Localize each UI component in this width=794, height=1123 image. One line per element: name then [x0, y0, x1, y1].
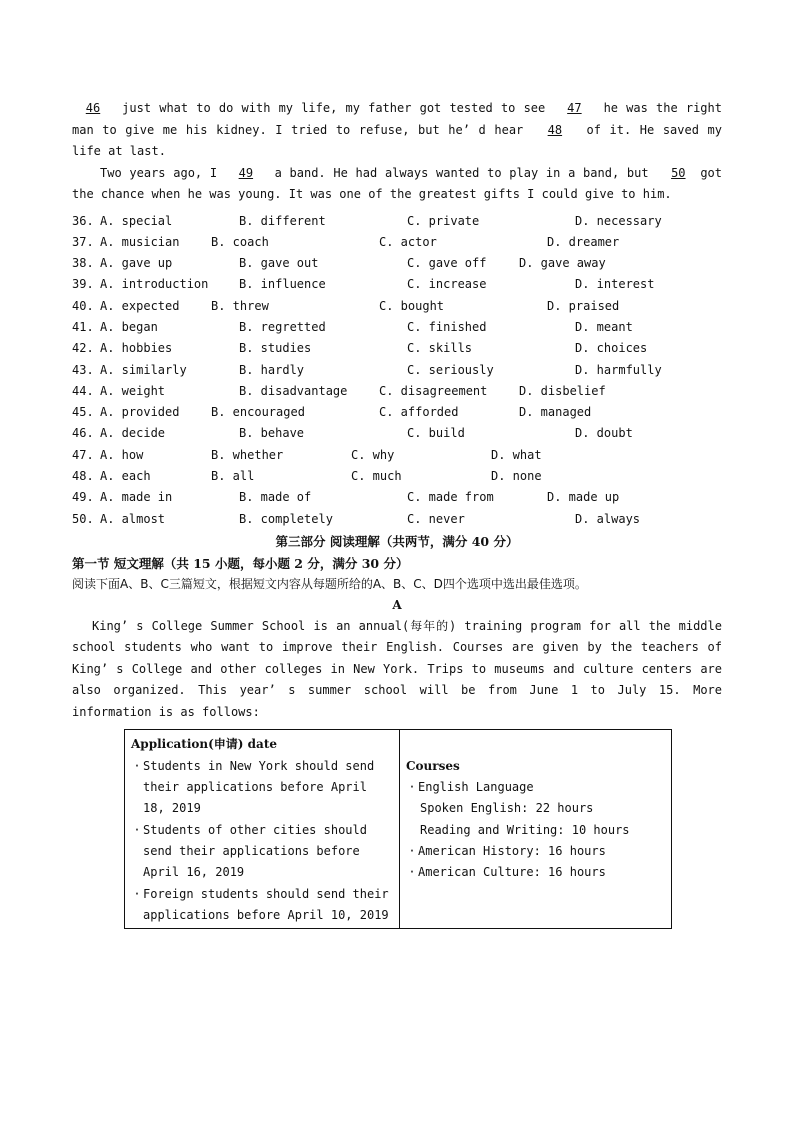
option-b[interactable]: B. encouraged [211, 405, 305, 420]
question-number: 47. [72, 447, 94, 462]
course-history: American History: 16 hours [418, 843, 606, 858]
bullet-icon: · [408, 843, 416, 858]
option-a[interactable]: A. special [100, 213, 173, 228]
course-reading: Reading and Writing: 10 hours [420, 822, 630, 837]
passage-a-intro: King’ s College Summer School is an annual(每年的) training program for all the middle school students who want to improve their English. Courses are given by the teachers of King’ s College and other colleges in New York. Trips to museums and culture centers are also organized. This year’ s summer school will be from June 1 to July 15. More information is as follows: [72, 618, 722, 719]
courses-header: Courses [406, 758, 460, 773]
option-b[interactable]: B. coach [211, 234, 269, 249]
blank-49: 49 [238, 165, 254, 180]
question-number: 41. [72, 319, 94, 334]
application-item-text: Foreign students should send their applications before April 10, 2019 [143, 886, 389, 922]
option-b[interactable]: B. made of [239, 490, 312, 505]
option-c[interactable]: C. finished [407, 319, 487, 334]
info-table [124, 729, 672, 929]
application-item-text: Students of other cities should send their applications before April 16, 2019 [143, 822, 367, 880]
option-d[interactable]: D. harmfully [575, 362, 662, 377]
option-b[interactable]: B. hardly [239, 362, 305, 377]
question-row [72, 381, 722, 402]
option-a[interactable]: A. musician [100, 234, 180, 249]
question-row [72, 338, 722, 359]
question-row [72, 423, 722, 444]
application-item-text: Students in New York should send their applications before April 18, 2019 [143, 758, 375, 816]
passage-paragraph-1 [72, 98, 722, 163]
option-b[interactable]: B. whether [211, 447, 284, 462]
option-b[interactable]: B. different [239, 213, 326, 228]
bullet-icon: · [133, 886, 141, 901]
question-row [72, 274, 722, 295]
option-b[interactable]: B. gave out [239, 256, 319, 271]
course-spoken: Spoken English: 22 hours [420, 801, 594, 816]
question-list [72, 211, 722, 530]
course-item [406, 841, 665, 862]
option-a[interactable]: A. weight [100, 383, 166, 398]
question-number: 36. [72, 213, 94, 228]
option-c[interactable]: C. why [351, 447, 395, 462]
course-culture: American Culture: 16 hours [418, 865, 606, 880]
question-row [72, 402, 722, 423]
option-c[interactable]: C. build [407, 426, 465, 441]
passage-text: a band. He had always wanted to play in a band, but [266, 165, 657, 180]
option-a[interactable]: A. decide [100, 426, 166, 441]
option-a[interactable]: A. began [100, 319, 158, 334]
question-row [72, 232, 722, 253]
question-number: 42. [72, 341, 94, 356]
course-english: English Language [418, 780, 534, 795]
option-a[interactable]: A. hobbies [100, 341, 173, 356]
question-row [72, 487, 722, 508]
passage-paragraph-2 [72, 163, 722, 206]
option-d[interactable]: D. praised [547, 298, 620, 313]
option-a[interactable]: A. provided [100, 405, 180, 420]
application-item [131, 884, 393, 927]
option-a[interactable]: A. gave up [100, 256, 173, 271]
option-b[interactable]: B. regretted [239, 319, 326, 334]
option-b[interactable]: B. influence [239, 277, 326, 292]
application-date-cell [125, 730, 400, 929]
option-a[interactable]: A. expected [100, 298, 180, 313]
passage-text: Two years ago, I [100, 165, 225, 180]
option-a[interactable]: A. made in [100, 490, 173, 505]
option-d[interactable]: D. disbelief [519, 383, 606, 398]
question-number: 46. [72, 426, 94, 441]
option-a[interactable]: A. introduction [100, 277, 209, 292]
question-row [72, 317, 722, 338]
option-d[interactable]: D. meant [575, 319, 633, 334]
bullet-icon: · [408, 780, 416, 795]
question-row [72, 360, 722, 381]
option-c[interactable]: C. much [351, 469, 402, 484]
blank-50: 50 [671, 165, 686, 180]
question-number: 50. [72, 511, 94, 526]
option-c[interactable]: C. gave off [407, 256, 487, 271]
option-c[interactable]: C. made from [407, 490, 494, 505]
option-d[interactable]: D. doubt [575, 426, 633, 441]
option-a[interactable]: A. how [100, 447, 144, 462]
question-number: 43. [72, 362, 94, 377]
option-c[interactable]: C. skills [407, 341, 473, 356]
question-row [72, 445, 722, 466]
option-b[interactable]: B. disadvantage [239, 383, 348, 398]
option-d[interactable]: D. necessary [575, 213, 662, 228]
option-c[interactable]: C. seriously [407, 362, 494, 377]
passage-text: he was the right man to give me his kidney. I tried to refuse, but he’ d hear [72, 101, 722, 137]
question-number: 45. [72, 405, 94, 420]
blank-46: 46 [85, 101, 101, 115]
option-c[interactable]: C. never [407, 511, 465, 526]
option-d[interactable]: D. what [491, 447, 542, 462]
passage-text: got the chance when he was young. It was one of the greatest gifts I could give to him. [72, 165, 722, 201]
question-number: 40. [72, 298, 94, 313]
passage-text: of it. He saved my life at last. [72, 122, 722, 158]
section1-title: 第一节 短文理解（共 15 小题，每小题 2 分，满分 30 分） [72, 555, 409, 571]
question-number: 38. [72, 256, 94, 271]
option-c[interactable]: C. bought [379, 298, 445, 313]
question-row [72, 253, 722, 274]
option-d[interactable]: D. always [575, 511, 641, 526]
option-c[interactable]: C. increase [407, 277, 487, 292]
bullet-icon: · [408, 865, 416, 880]
blank-47: 47 [567, 101, 582, 115]
application-item [131, 756, 393, 820]
option-d[interactable]: D. made up [547, 490, 620, 505]
question-number: 39. [72, 277, 94, 292]
option-d[interactable]: D. dreamer [547, 234, 620, 249]
question-number: 37. [72, 234, 94, 249]
bullet-icon: · [133, 758, 141, 773]
option-b[interactable]: B. completely [239, 511, 333, 526]
option-d[interactable]: D. managed [519, 405, 592, 420]
application-item [131, 820, 393, 884]
option-c[interactable]: C. afforded [379, 405, 459, 420]
courses-cell [400, 730, 672, 929]
passage-text: just what to do with my life, my father got tested to see [114, 101, 554, 115]
option-c[interactable]: C. actor [379, 234, 437, 249]
part3-title: 第三部分 阅读理解（共两节，满分 40 分） [275, 533, 519, 549]
application-header: Application(申请) date [131, 737, 277, 752]
question-row [72, 509, 722, 530]
option-d[interactable]: D. choices [575, 341, 648, 356]
course-item [406, 777, 665, 798]
option-a[interactable]: A. similarly [100, 362, 187, 377]
instruction-text: 阅读下面A、B、C三篇短文，根据短文内容从每题所给的A、B、C、D四个选项中选出最佳选项。 [72, 576, 587, 591]
option-b[interactable]: B. studies [239, 341, 312, 356]
page-content [72, 98, 722, 929]
option-b[interactable]: B. all [211, 469, 255, 484]
option-b[interactable]: B. threw [211, 298, 269, 313]
blank-48: 48 [547, 122, 563, 137]
passage-letter: A [392, 597, 402, 612]
option-c[interactable]: C. private [407, 213, 480, 228]
question-number: 49. [72, 490, 94, 505]
course-item [406, 862, 665, 883]
option-a[interactable]: A. almost [100, 511, 166, 526]
option-b[interactable]: B. behave [239, 426, 305, 441]
question-row [72, 211, 722, 232]
question-row [72, 296, 722, 317]
bullet-icon: · [133, 822, 141, 837]
option-d[interactable]: D. none [491, 469, 542, 484]
option-c[interactable]: C. disagreement [379, 383, 488, 398]
question-row [72, 466, 722, 487]
question-number: 44. [72, 383, 94, 398]
option-d[interactable]: D. interest [575, 277, 655, 292]
spacer [406, 734, 665, 755]
option-d[interactable]: D. gave away [519, 256, 606, 271]
option-a[interactable]: A. each [100, 469, 151, 484]
question-number: 48. [72, 469, 94, 484]
